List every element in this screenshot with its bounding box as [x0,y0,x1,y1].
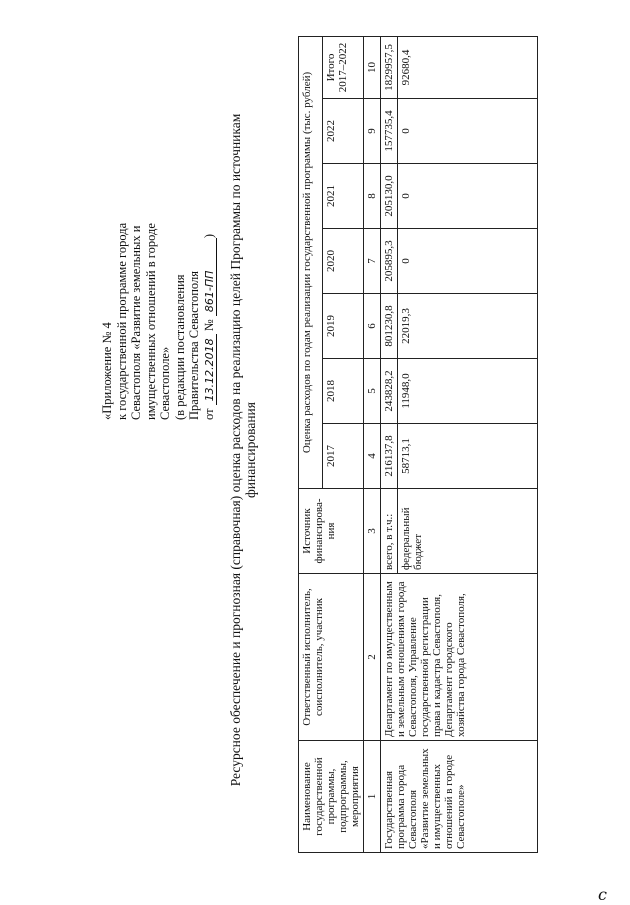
margin-mark: с [598,885,607,904]
column-number-row [364,37,381,853]
handwritten-date: 13.12.2018 [204,334,217,405]
header-year: 2022 [323,99,364,164]
header-source: Источник финансирова-ния [299,489,364,574]
number-prefix: № [201,319,216,332]
program-name-cell: Государственная программа города Севастополя «Развитие земельных и имущественных отношений в городе Севастополе» [381,741,538,853]
total-cell: 92680,4 [398,37,538,99]
column-number: 1 [364,741,381,853]
appendix-line: «Приложение № 4 [100,322,114,420]
header-year: 2020 [323,229,364,294]
header-year: 2021 [323,164,364,229]
date-prefix: от [201,408,216,420]
header-year: 2019 [323,294,364,359]
header-executor: Ответственный исполнитель, соисполнитель, участник [299,574,364,741]
header-year: 2018 [323,359,364,424]
value-cell: 205895,3 [381,229,398,294]
appendix-line: Севастополе» [158,346,172,420]
source-cell: всего, в т.ч.: [381,489,398,574]
value-cell: 801230,8 [381,294,398,359]
column-number: 2 [364,574,381,741]
appendix-line: имущественных отношений в городе [143,223,158,420]
handwritten-number: 861-ПП [204,238,217,316]
column-number: 10 [364,37,381,99]
value-cell: 216137,8 [381,424,398,489]
column-number: 9 [364,99,381,164]
column-number: 6 [364,294,381,359]
closing-paren: ) [201,233,216,239]
executors-cell: Департамент по имущественным и земельным отношениям города Севастополя, Управление государственной регистрации права и кадастра Севастополя, Департамент городского хозяйства города Севастополя, [381,574,538,741]
value-cell: 22019,3 [398,294,538,359]
value-cell: 157735,4 [381,99,398,164]
header-name: Наименование государственной программы, подпрограммы, мероприятия [299,741,364,853]
appendix-date-line [202,110,217,420]
column-number: 7 [364,229,381,294]
funding-table [298,36,538,853]
appendix-line: Севастополя «Развитие земельных и [129,225,143,420]
value-cell: 0 [398,164,538,229]
column-number: 8 [364,164,381,229]
value-cell: 0 [398,229,538,294]
value-cell: 205130,0 [381,164,398,229]
value-cell: 58713,1 [398,424,538,489]
document-title [228,35,258,865]
source-cell: федеральный бюджет [398,489,538,574]
header-row [299,37,323,853]
header-year: 2017 [323,424,364,489]
title-line-1: Ресурсное обеспечение и прогнозная (справочная) оценка расходов на реализацию целей Программы по источникам [228,113,243,787]
total-cell: 1829957,5 [381,37,398,99]
appendix-line: Правительства Севастополя [187,271,201,420]
column-number: 3 [364,489,381,574]
value-cell: 0 [398,99,538,164]
appendix-line: к государственной программе города [114,222,129,420]
appendix-block [100,110,217,420]
value-cell: 11948,0 [398,359,538,424]
appendix-line: (в редакции постановления [172,274,187,420]
column-number: 4 [364,424,381,489]
header-estimate: Оценка расходов по годам реализации государственной программы (тыс. рублей) [299,37,323,489]
value-cell: 243828,2 [381,359,398,424]
column-number: 5 [364,359,381,424]
table-row [381,37,398,853]
title-line-2: финансирования [243,402,258,498]
header-total: Итого 2017–2022 [323,37,364,99]
